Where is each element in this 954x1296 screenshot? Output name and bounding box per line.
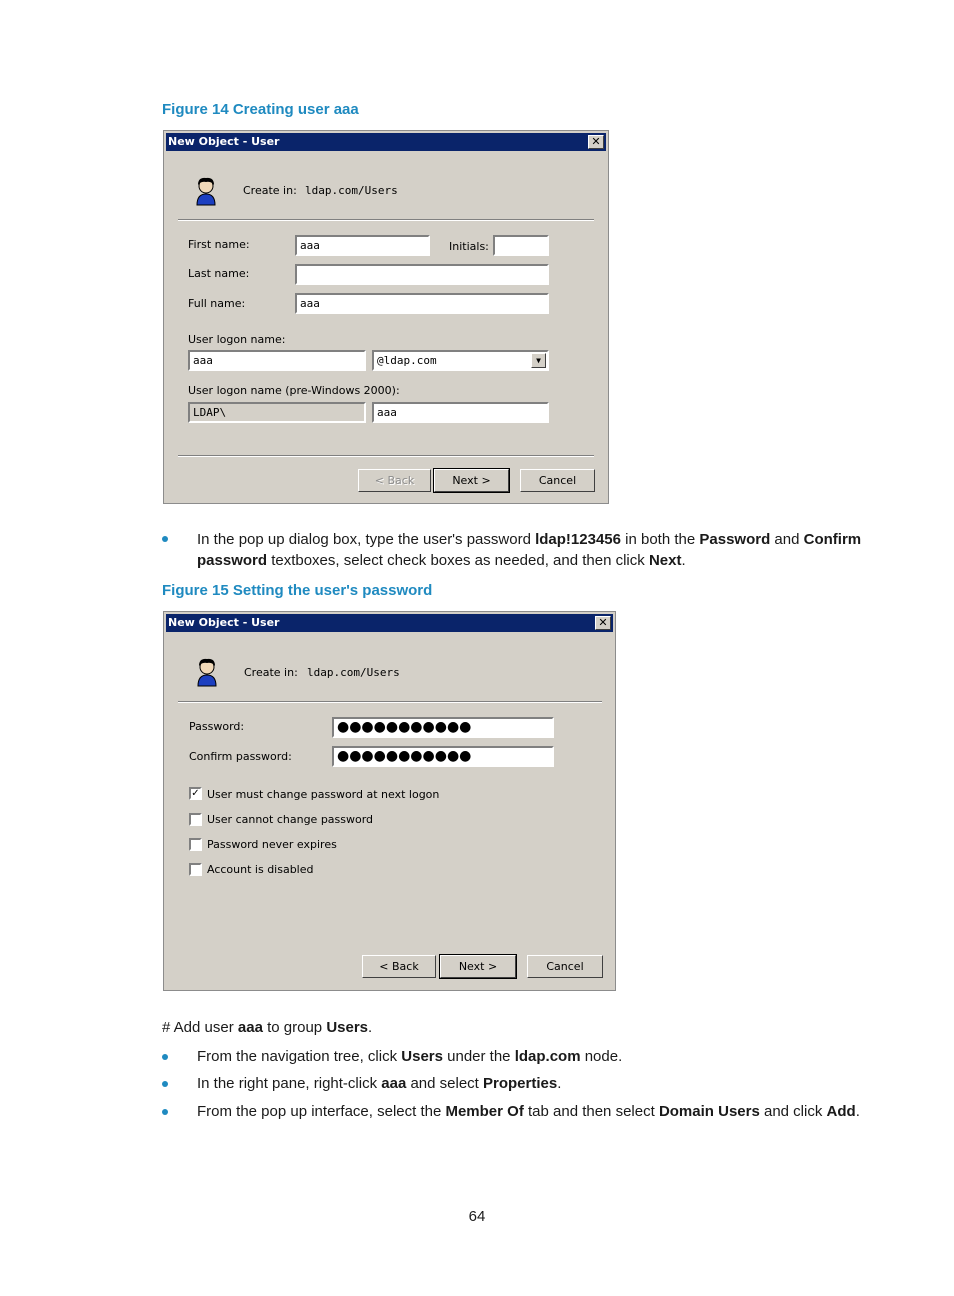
domain-term: ldap.com	[514, 1048, 581, 1065]
next-term: Next	[648, 552, 682, 569]
group-term: Users	[326, 1019, 369, 1036]
users-term: Users	[401, 1048, 443, 1065]
add-user-text	[162, 1019, 372, 1036]
domain-select-value: @ldap.com	[377, 354, 437, 367]
new-user-dialog-password	[163, 611, 616, 991]
close-icon[interactable]: ✕	[588, 135, 604, 149]
prewin-logon-input[interactable]: aaa	[372, 402, 549, 423]
never-expires-label: Password never expires	[207, 838, 337, 851]
logon-name-label: User logon name:	[188, 333, 286, 346]
next-button[interactable]: Next >	[434, 469, 509, 492]
user-icon	[195, 657, 219, 687]
text-segment: .	[368, 1019, 373, 1036]
bullet-nav-tree	[197, 1046, 877, 1067]
create-in-label: Create in:	[243, 184, 297, 197]
bullet-right-pane	[197, 1073, 877, 1094]
text-segment: From the pop up interface, select the	[197, 1103, 446, 1120]
account-disabled-checkbox[interactable]	[189, 863, 202, 876]
text-segment: In the pop up dialog box, type the user's password	[197, 531, 536, 548]
figure-15-caption: Figure 15 Setting the user's password	[162, 582, 433, 599]
confirm-term-2: password	[197, 552, 268, 569]
dialog-title: New Object - User	[168, 616, 280, 629]
confirm-password-label: Confirm password:	[189, 750, 292, 763]
text-segment: to group	[262, 1019, 327, 1036]
cannot-change-checkbox[interactable]	[189, 813, 202, 826]
must-change-checkbox[interactable]: ✓	[189, 787, 202, 800]
back-button[interactable]: < Back	[362, 955, 436, 978]
figure-14-caption: Figure 14 Creating user aaa	[162, 101, 359, 118]
confirm-term: Confirm	[803, 531, 862, 548]
cancel-button[interactable]: Cancel	[520, 469, 595, 492]
properties-term: Properties	[483, 1075, 558, 1092]
add-term: Add	[826, 1103, 856, 1120]
full-name-label: Full name:	[188, 297, 246, 310]
password-step-text	[197, 529, 877, 571]
dialog-title-bar	[166, 133, 606, 151]
text-segment: .	[557, 1075, 562, 1092]
domain-select[interactable]	[372, 350, 549, 371]
bullet-dot	[162, 1109, 168, 1115]
close-icon[interactable]: ✕	[595, 616, 611, 630]
prewin-domain-field: LDAP\	[188, 402, 366, 423]
create-in-value: ldap.com/Users	[307, 666, 400, 679]
logon-name-input[interactable]: aaa	[188, 350, 366, 371]
text-segment: node.	[580, 1048, 623, 1065]
text-segment: .	[681, 552, 686, 569]
first-name-input[interactable]: aaa	[295, 235, 430, 256]
dialog-title: New Object - User	[168, 135, 280, 148]
user-term: aaa	[381, 1075, 407, 1092]
text-segment: tab and then select	[523, 1103, 659, 1120]
create-in-label: Create in:	[244, 666, 298, 679]
text-segment: .	[855, 1103, 860, 1120]
must-change-label: User must change password at next logon	[207, 788, 440, 801]
text-segment: textboxes, select check boxes as needed, and then click	[267, 552, 649, 569]
text-segment: From the navigation tree, click	[197, 1048, 402, 1065]
initials-input[interactable]	[493, 235, 549, 256]
bullet-dot	[162, 1081, 168, 1087]
page-number: 64	[468, 1208, 486, 1225]
next-button[interactable]: Next >	[440, 955, 516, 978]
text-segment: and click	[759, 1103, 827, 1120]
password-value-text: ldap!123456	[535, 531, 621, 548]
bullet-dot	[162, 1054, 168, 1060]
password-term: Password	[699, 531, 771, 548]
header-separator	[178, 701, 602, 703]
text-segment: in both the	[620, 531, 700, 548]
first-name-label: First name:	[188, 238, 250, 251]
full-name-input[interactable]: aaa	[295, 293, 549, 314]
back-button[interactable]: < Back	[358, 469, 431, 492]
bullet-dot	[162, 536, 168, 542]
user-icon	[194, 176, 218, 206]
last-name-input[interactable]	[295, 264, 549, 285]
prewin-label: User logon name (pre-Windows 2000):	[188, 384, 400, 397]
initials-label: Initials:	[449, 240, 489, 253]
member-of-term: Member Of	[445, 1103, 524, 1120]
text-segment: In the right pane, right-click	[197, 1075, 382, 1092]
text-segment: under the	[442, 1048, 515, 1065]
text-segment: # Add user	[162, 1019, 238, 1036]
account-disabled-label: Account is disabled	[207, 863, 314, 876]
text-segment: and	[770, 531, 804, 548]
cannot-change-label: User cannot change password	[207, 813, 374, 826]
text-segment: and select	[406, 1075, 484, 1092]
header-separator	[178, 219, 594, 221]
bullet-member-of	[197, 1101, 877, 1122]
never-expires-checkbox[interactable]	[189, 838, 202, 851]
last-name-label: Last name:	[188, 267, 250, 280]
domain-users-term: Domain Users	[658, 1103, 760, 1120]
password-label: Password:	[189, 720, 245, 733]
new-user-dialog-names	[163, 130, 609, 504]
user-term: aaa	[237, 1019, 263, 1036]
chevron-down-icon[interactable]: ▼	[531, 353, 546, 368]
create-in-value: ldap.com/Users	[305, 184, 398, 197]
confirm-password-input[interactable]: ●●●●●●●●●●●	[332, 746, 554, 767]
footer-separator	[178, 455, 594, 457]
cancel-button[interactable]: Cancel	[527, 955, 603, 978]
dialog-title-bar	[166, 614, 613, 632]
password-input[interactable]: ●●●●●●●●●●●	[332, 717, 554, 738]
